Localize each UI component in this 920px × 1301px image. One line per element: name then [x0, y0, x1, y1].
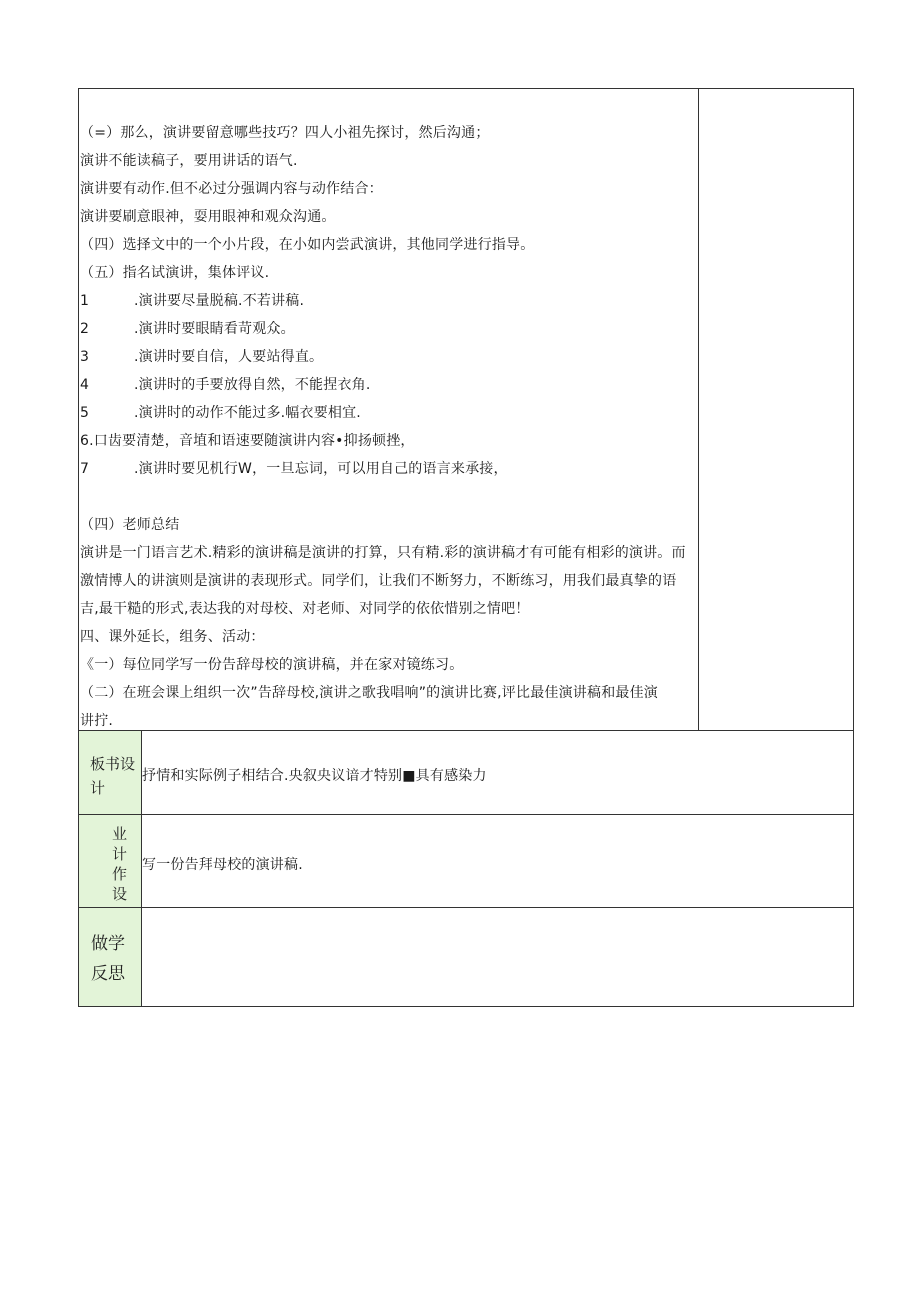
row-divider-board — [78, 730, 854, 731]
list-item-text: .演讲时要见机行W，一旦忘词，可以用自己的语言来承接， — [134, 461, 508, 477]
board-design-content: 抒情和实际例子相结合.央叙央议谙才特别■具有感染力 — [142, 768, 487, 784]
list-item-text: .演讲时的动作不能过多.幅衣要相宜. — [134, 405, 361, 421]
list-item-number: 7 — [80, 461, 90, 477]
list-item-number: 4 — [80, 377, 90, 393]
homework-label-line3: 作 — [112, 865, 128, 883]
content-line: （五）指名试演讲，集体评议. — [80, 265, 270, 281]
list-item-6: 6.口齿要清楚，音埴和语速要随演讲内容•抑扬顿挫， — [80, 433, 415, 449]
content-line: （四）选择文中的一个小片段，在小如内尝武演讲，其他同学进行指导。 — [80, 237, 535, 253]
board-design-label-line1: 板书设 — [90, 755, 136, 773]
list-item-number: 5 — [80, 405, 90, 421]
row-divider-reflection — [78, 907, 854, 908]
homework-label-line2: 计 — [112, 845, 128, 863]
content-line: 演讲不能读稿子，要用讲话的语气. — [80, 153, 298, 169]
homework-label-line4: 设 — [112, 885, 128, 903]
content-line: 演讲要有动作.但不必过分强调内容与动作结合： — [80, 181, 383, 197]
list-item-text: .演讲时要自信，人要站得直。 — [134, 349, 324, 365]
table-border-bottom — [78, 1006, 854, 1007]
list-item-number: 2 — [80, 321, 90, 337]
content-line: （=）那么，演讲要留意哪些技巧？四人小祖先探讨，然后沟通； — [80, 125, 490, 141]
homework-label-line1: 业 — [112, 825, 128, 843]
summary-line: 吉,最干糙的形式,表达我的对母校、对老师、对同学的依依惜别之情吧！ — [80, 601, 530, 617]
summary-line: 演讲是一门语言艺术.精彩的演讲稿是演讲的打算，只有精.彩的演讲稿才有可能有相彩的演讲。而 — [80, 545, 686, 561]
homework-label-cell — [79, 815, 141, 907]
list-item-number: 1 — [80, 293, 90, 309]
summary-heading: （四）老师总结 — [80, 517, 180, 533]
list-item-text: .演讲时要眼睛看苛观众。 — [134, 321, 295, 337]
list-item-number: 3 — [80, 349, 90, 365]
extension-line: 《一）每位同学写一份告辞母校的演讲稿，并在家对镜练习。 — [80, 657, 464, 673]
main-column-divider — [698, 88, 699, 731]
list-item-text: .演讲时的手要放得自然，不能捏衣角. — [134, 377, 371, 393]
table-border-right — [853, 88, 854, 1007]
table-border-top — [78, 88, 854, 89]
extension-line: （二）在班会课上组织一次”告辞母校,演讲之歌我唱响”的演讲比赛,评比最佳演讲稿和最佳演 — [80, 685, 659, 701]
content-line: 演讲要刷意眼神，耍用眼神和观众沟通。 — [80, 209, 336, 225]
reflection-label-line1: 做学 — [91, 934, 125, 954]
reflection-label-line2: 反思 — [91, 964, 125, 984]
summary-line: 激情博人的讲演则是演讲的表现形式。同学们，让我们不断努力，不断练习，用我们最真挚的语 — [80, 573, 677, 589]
table-border-left — [78, 88, 79, 1007]
extension-line: 讲拧. — [80, 713, 114, 729]
board-design-label-line2: 计 — [90, 779, 106, 797]
list-item-text: .演讲要尽量脱稿.不若讲稿. — [134, 293, 305, 309]
row-divider-homework — [78, 814, 854, 815]
extension-heading: 四、课外延长，组务、活动： — [80, 629, 265, 645]
homework-content: 写一份告拜母校的演讲稿. — [142, 857, 303, 873]
